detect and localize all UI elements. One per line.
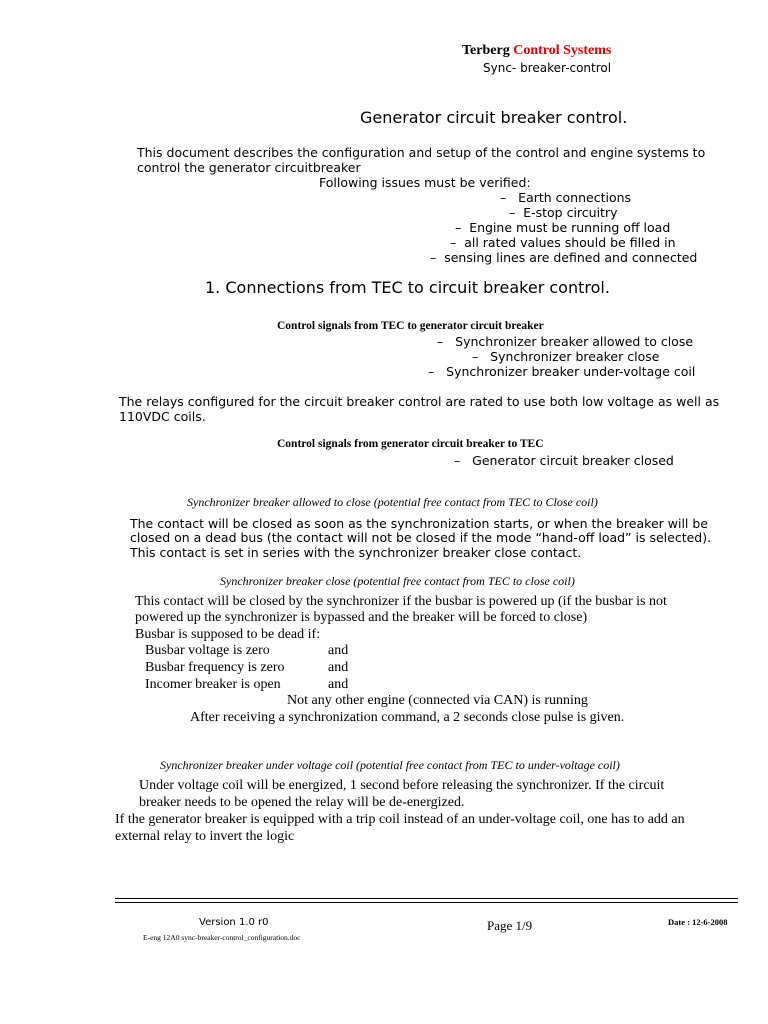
list-item-text: all rated values should be filled in <box>464 235 676 250</box>
section-heading: 1. Connections from TEC to circuit breaker control. <box>205 278 610 297</box>
undervoltage-line2: breaker needs to be opened the relay will be de-energized. <box>139 795 465 810</box>
close-heading: Synchronizer breaker close (potential free contact from TEC to close coil) <box>220 574 575 588</box>
intro-line2: control the generator circuitbreaker <box>137 160 361 175</box>
list-item: – Earth connections <box>500 190 632 205</box>
list-item-text: sensing lines are defined and connected <box>444 250 698 265</box>
list-item: – Synchronizer breaker allowed to close <box>437 334 694 349</box>
list-item-text: E-stop circuitry <box>523 205 618 220</box>
undervoltage-line3: If the generator breaker is equipped with a trip coil instead of an under-voltage coil, one has to add an <box>115 812 685 827</box>
condition-conj: and <box>328 660 349 675</box>
subsection-heading: Control signals from generator circuit breaker to TEC <box>277 438 544 450</box>
list-item-text: Synchronizer breaker close <box>490 349 660 364</box>
relay-text-line1: The relays configured for the circuit breaker control are rated to use both low voltage as well as <box>119 394 720 409</box>
company-name: Terberg <box>462 43 510 58</box>
close-line4: Not any other engine (connected via CAN) is running <box>287 693 588 708</box>
close-line5: After receiving a synchronization command, a 2 seconds close pulse is given. <box>190 710 625 725</box>
footer-filename: E-eng 12A0 sync-breaker-control_configuration.doc <box>143 933 301 942</box>
close-line2: powered up the synchronizer is bypassed and the breaker will be forced to close) <box>135 610 588 625</box>
list-item: – Engine must be running off load <box>455 220 671 235</box>
list-item-text: Generator circuit breaker closed <box>472 453 674 468</box>
undervoltage-heading: Synchronizer breaker under voltage coil (potential free contact from TEC to under-voltage coil) <box>160 758 620 772</box>
footer-date: Date : 12-6-2008 <box>668 917 728 927</box>
condition-conj: and <box>328 643 349 658</box>
footer-page-number: Page 1/9 <box>487 918 533 933</box>
allowed-line2: closed on a dead bus (the contact will not be closed if the mode “hand-off load” is selected). <box>130 530 712 545</box>
condition-label: Incomer breaker is open <box>145 677 281 692</box>
list-item: – Generator circuit breaker closed <box>454 453 674 468</box>
subsection-heading: Control signals from TEC to generator circuit breaker <box>277 320 544 332</box>
list-item-text: Earth connections <box>518 190 632 205</box>
condition-conj: and <box>328 677 349 692</box>
footer-version: Version 1.0 r0 <box>199 917 269 928</box>
list-item: – all rated values should be filled in <box>450 235 676 250</box>
list-item: – Synchronizer breaker under-voltage coil <box>428 364 696 379</box>
close-line1: This contact will be closed by the synchronizer if the busbar is powered up (if the busbar is not <box>135 594 667 609</box>
list-item-text: Synchronizer breaker allowed to close <box>455 334 694 349</box>
header-company <box>462 43 611 59</box>
header-subtitle: Sync- breaker-control <box>483 61 612 75</box>
intro-line1: This document describes the configuration and setup of the control and engine systems to <box>137 145 706 160</box>
close-line3: Busbar is supposed to be dead if: <box>135 627 321 642</box>
list-item-text: Engine must be running off load <box>469 220 671 235</box>
undervoltage-line4: external relay to invert the logic <box>115 829 295 844</box>
intro-line3: Following issues must be verified: <box>319 175 531 190</box>
footer-rule-top <box>115 898 738 899</box>
condition-label: Busbar frequency is zero <box>145 660 285 675</box>
list-item: – sensing lines are defined and connected <box>430 250 698 265</box>
undervoltage-line1: Under voltage coil will be energized, 1 second before releasing the synchronizer. If the circuit <box>139 778 665 793</box>
page-title: Generator circuit breaker control. <box>360 108 628 127</box>
footer-rule-bottom <box>115 902 738 903</box>
list-item-text: Synchronizer breaker under-voltage coil <box>446 364 696 379</box>
allowed-line3: This contact is set in series with the synchronizer breaker close contact. <box>130 545 582 560</box>
relay-text-line2: 110VDC coils. <box>119 409 206 424</box>
allowed-heading: Synchronizer breaker allowed to close (potential free contact from TEC to Close coil) <box>187 495 598 509</box>
company-accent: Control Systems <box>513 43 612 58</box>
condition-label: Busbar voltage is zero <box>145 643 270 658</box>
list-item: – Synchronizer breaker close <box>472 349 660 364</box>
list-item: – E-stop circuitry <box>509 205 618 220</box>
allowed-line1: The contact will be closed as soon as the synchronization starts, or when the breaker will be <box>130 516 708 531</box>
